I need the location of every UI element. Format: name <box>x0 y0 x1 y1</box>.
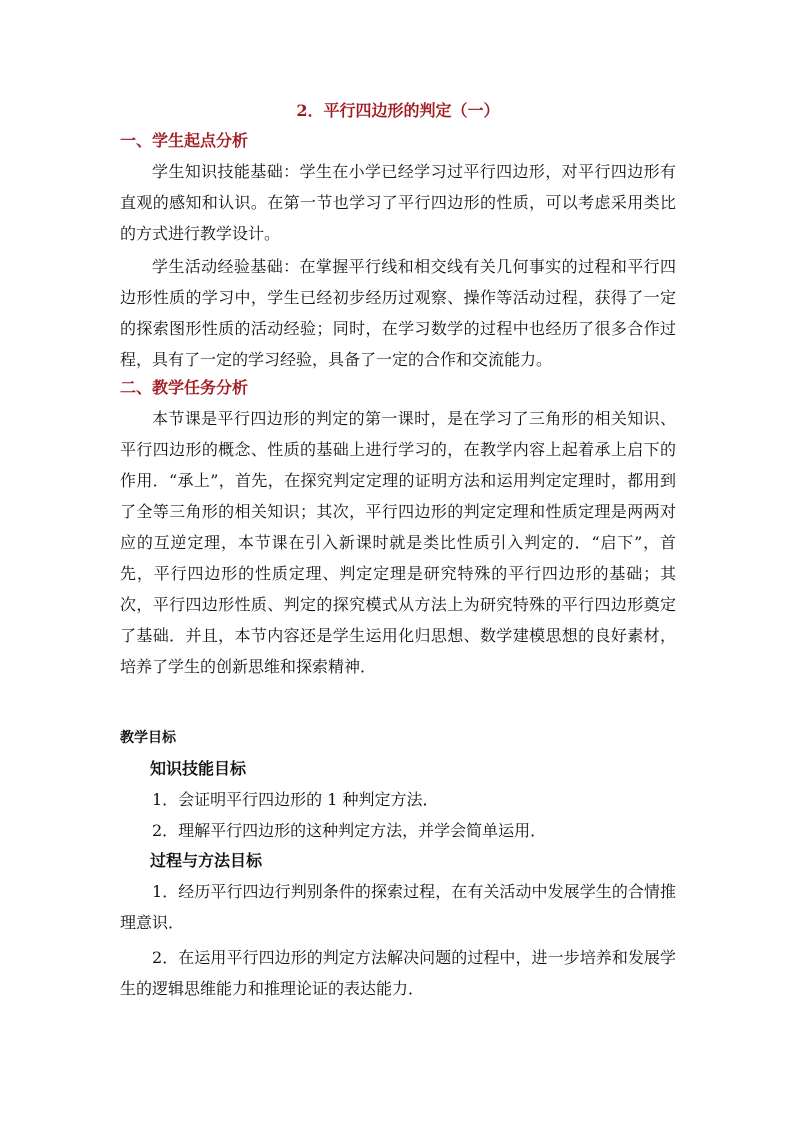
process-goal-item-1: 1．经历平行四边行判别条件的探索过程，在有关活动中发展学生的合情推理意识． <box>120 882 676 932</box>
section-heading-task-analysis: 二、教学任务分析 <box>120 378 249 397</box>
process-goal-item-2: 2．在运用平行四边形的判定方法解决问题的过程中，进一步培养和发展学生的逻辑思维能力和推理论证的表达能力． <box>120 948 676 998</box>
knowledge-goal-item-2: 2．理解平行四边形的这种判定方法，并学会简单运用． <box>152 821 547 840</box>
knowledge-goal-item-1: 1．会证明平行四边形的 1 种判定方法． <box>152 790 439 809</box>
paragraph-task-analysis: 本节课是平行四边形的判定的第一课时，是在学习了三角形的相关知识、平行四边形的概念、性质的基础上进行学习的，在教学内容上起着承上启下的作用．“承上”，首先，在探究判定定理的证明方法和运用判定定理时，都用到了全等三角形的相关知识；其次，平行四边形的判定定理和性质定理是两两对应的互逆定理，本节课在引入新课时就是类比性质引入判定的．“启下”，首先，平行四边形的性质定理、判定定理是研究特殊的平行四边形的基础；其次，平行四边形性质、判定的探究模式从方法上为研究特殊的平行四边形奠定了基础．并且，本节内容还是学生运用化归思想、数学建模思想的良好素材，培养了学生的创新思维和探索精神． <box>120 409 676 676</box>
paragraph-knowledge-basis: 学生知识技能基础：学生在小学已经学习过平行四边形，对平行四边形有直观的感知和认识。在第一节也学习了平行四边形的性质，可以考虑采用类比的方式进行教学设计。 <box>120 162 676 243</box>
teaching-goals-heading: 教学目标 <box>120 730 176 746</box>
document-title: 2．平行四边形的判定（一） <box>296 101 500 120</box>
knowledge-goals-heading: 知识技能目标 <box>150 759 247 778</box>
paragraph-experience-basis: 学生活动经验基础：在掌握平行线和相交线有关几何事实的过程和平行四边形性质的学习中，学生已经初步经历过观察、操作等活动过程，获得了一定的探索图形性质的活动经验；同时，在学习数学的过程中也经历了很多合作过程，具有了一定的学习经验，具备了一定的合作和交流能力。 <box>120 257 676 369</box>
section-heading-student-analysis: 一、学生起点分析 <box>120 131 249 150</box>
process-goals-heading: 过程与方法目标 <box>150 851 263 870</box>
document-page <box>120 100 676 1004</box>
